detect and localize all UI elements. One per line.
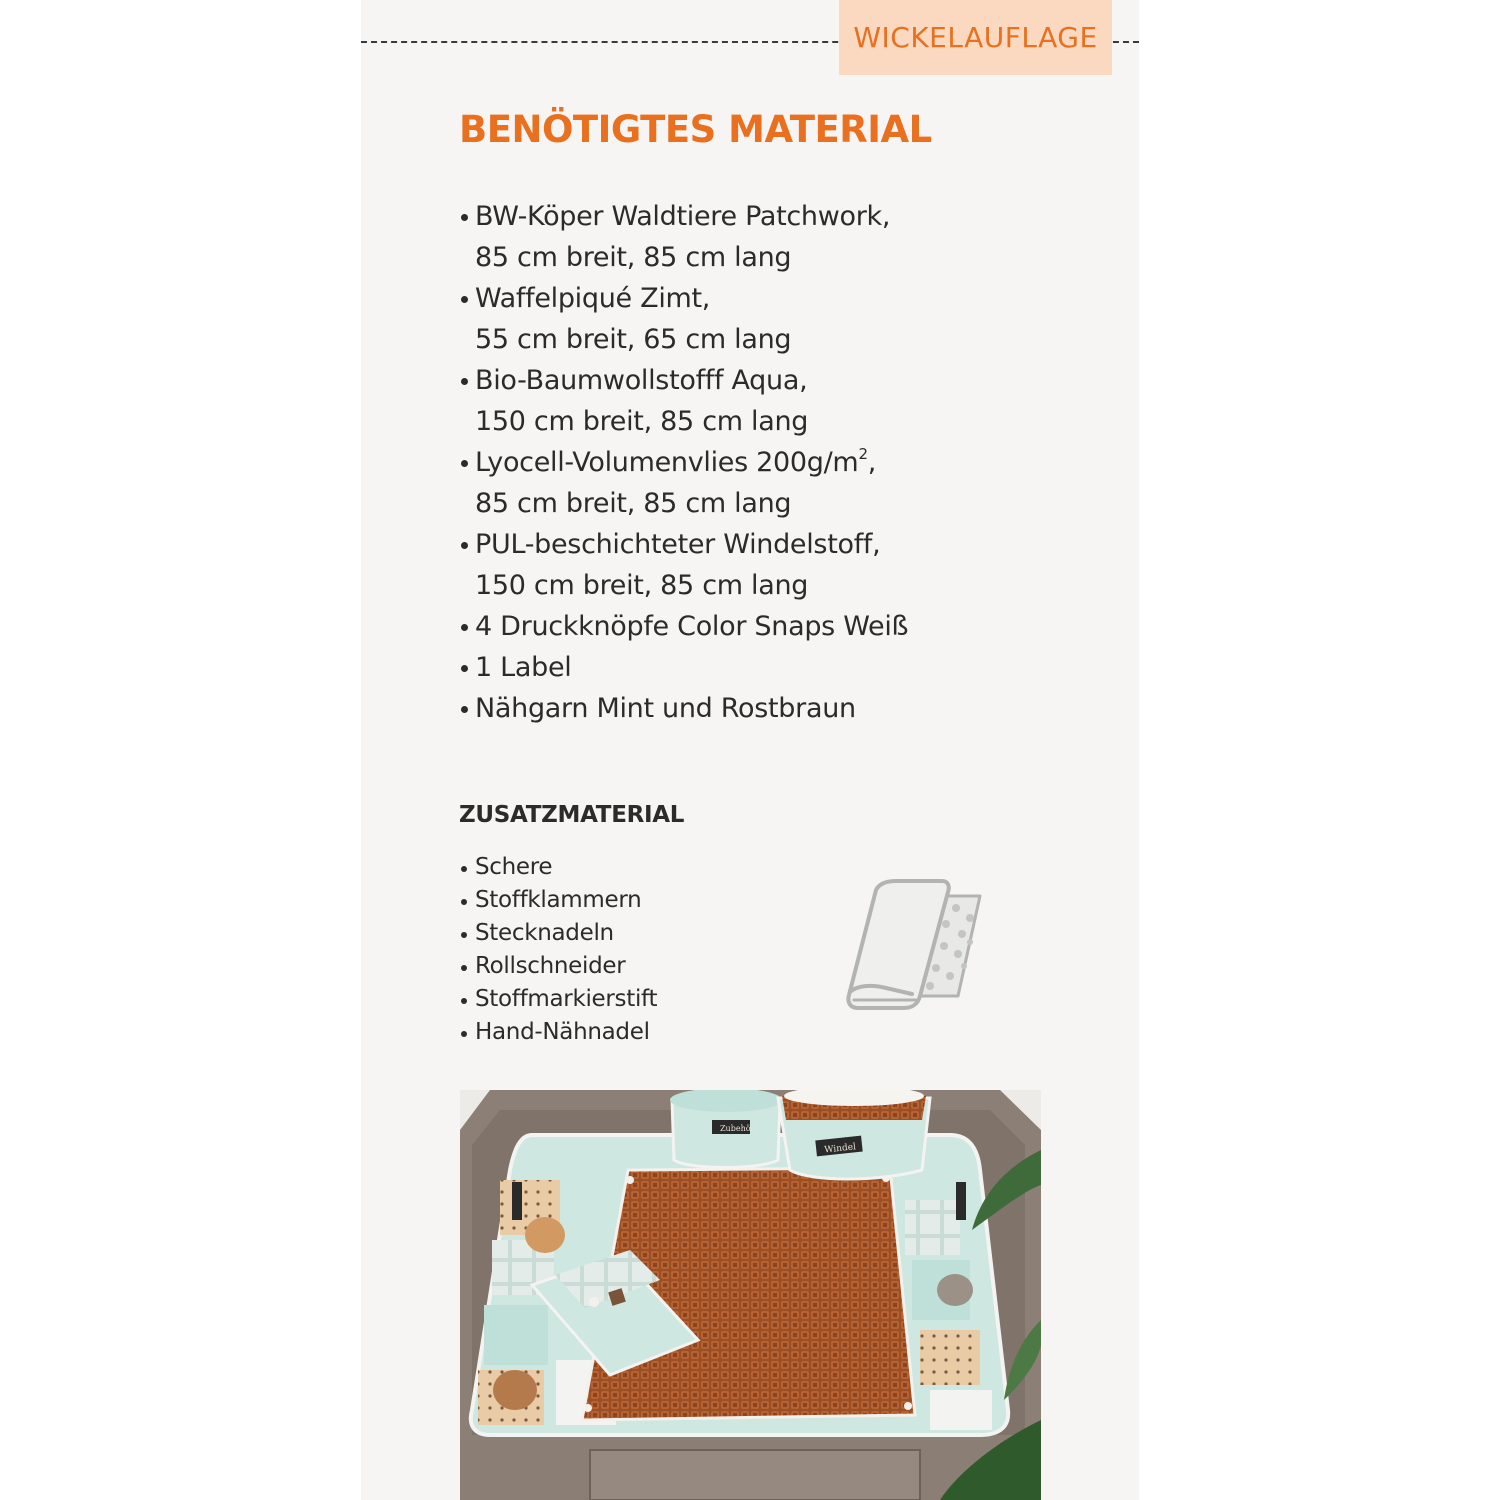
item-line1: BW-Köper Waldtiere Patchwork,: [475, 201, 891, 232]
item-line1: Nähgarn Mint und Rostbraun: [475, 693, 856, 724]
item-line1: 1 Label: [475, 652, 572, 683]
list-item: Stoffklammern: [459, 884, 657, 917]
extra-heading: ZUSATZMATERIAL: [459, 802, 685, 828]
list-item: [459, 606, 1019, 647]
item-line1: Lyocell-Volumenvlies 200g/m: [475, 447, 859, 478]
superscript: 2: [858, 445, 868, 463]
list-item: Stecknadeln: [459, 917, 657, 950]
list-item: [459, 524, 1019, 606]
item-line1: PUL-beschichteter Windelstoff,: [475, 529, 881, 560]
item-line1: Bio-Baumwollstofff Aqua,: [475, 365, 808, 396]
item-line1: 4 Druckknöpfe Color Snaps Weiß: [475, 611, 909, 642]
list-item: [459, 196, 1019, 278]
item-line2: 85 cm breit, 85 cm lang: [475, 488, 792, 519]
list-item: Schere: [459, 851, 657, 884]
item-line2: 150 cm breit, 85 cm lang: [475, 406, 809, 437]
item-line2: 85 cm breit, 85 cm lang: [475, 242, 792, 273]
list-item: Hand-Nähnadel: [459, 1016, 657, 1049]
item-line2: 150 cm breit, 85 cm lang: [475, 570, 809, 601]
list-item: [459, 688, 1019, 729]
list-item: [459, 647, 1019, 688]
material-page: [361, 0, 1139, 1500]
basket-label-right: Windel: [823, 1142, 857, 1156]
list-item: [459, 278, 1019, 360]
item-line1: Waffelpiqué Zimt,: [475, 283, 711, 314]
item-line1-comma: ,: [867, 447, 876, 478]
basket-label-left: Zubehör: [720, 1124, 755, 1133]
product-photo: [460, 1090, 1041, 1500]
list-item: Rollschneider: [459, 950, 657, 983]
list-item: [459, 360, 1019, 442]
material-heading: BENÖTIGTES MATERIAL: [459, 108, 932, 151]
fabric-roll-icon: [846, 878, 982, 1014]
material-list: [459, 196, 1019, 729]
list-item: Stoffmarkierstift: [459, 983, 657, 1016]
list-item: [459, 442, 1019, 524]
section-tag: WICKELAUFLAGE: [839, 0, 1112, 75]
extra-list: [459, 851, 657, 1049]
item-line2: 55 cm breit, 65 cm lang: [475, 324, 792, 355]
